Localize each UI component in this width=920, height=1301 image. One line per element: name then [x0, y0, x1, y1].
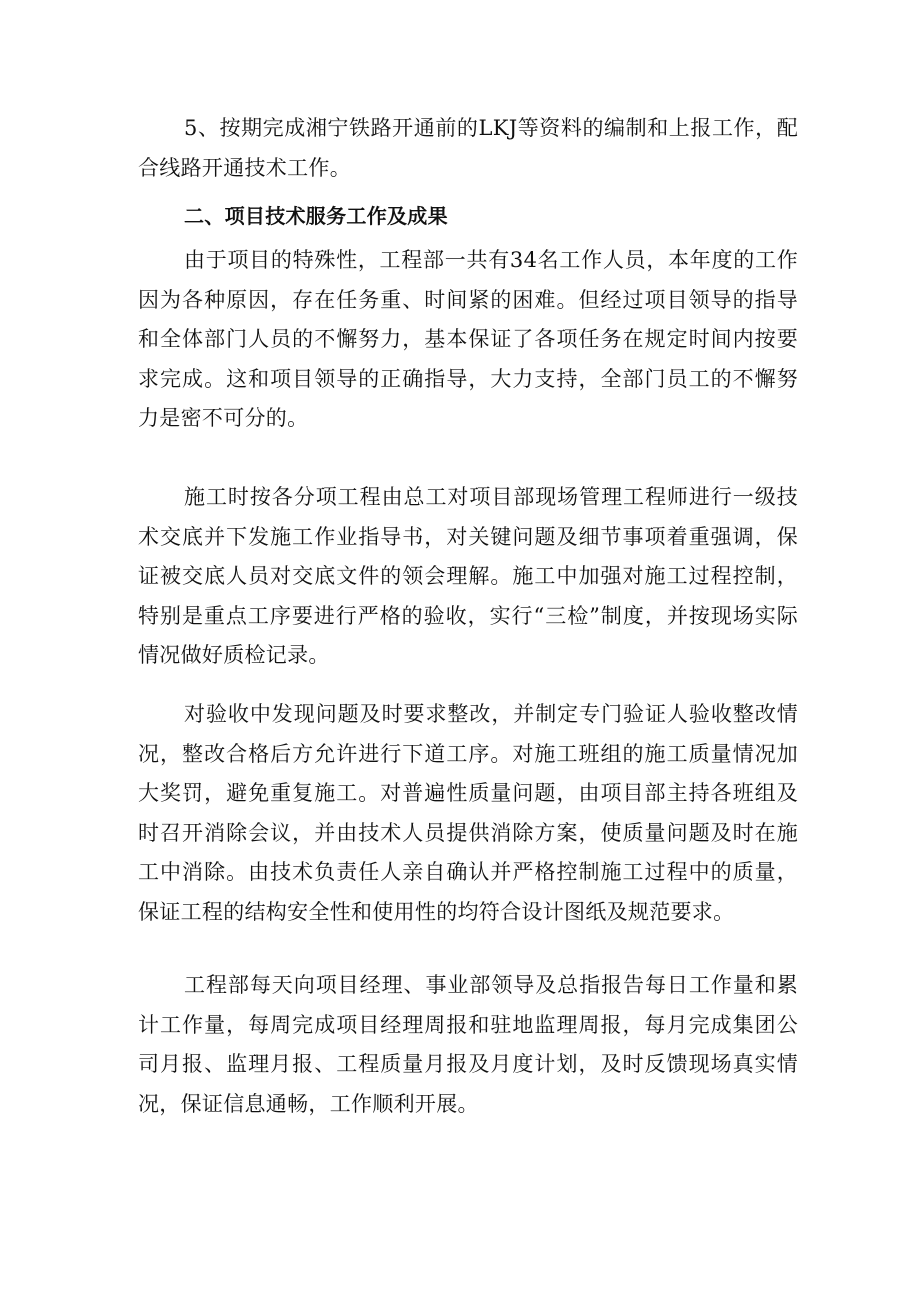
paragraph-technical-briefing: 施工时按各分项工程由总工对项目部现场管理工程师进行一级技术交底并下发施工作业指导书，对关键问题及细节事项着重强调，保证被交底人员对交底文件的领会理解。施工中加强对施工过程控制，特别是重点工序要进行严格的验收，实行“三检”制度，并按现场实际情况做好质检记录。 — [138, 485, 798, 668]
paragraph-reporting: 工程部每天向项目经理、事业部领导及总指报告每日工作量和累计工作量，每周完成项目经理周报和驻地监理周报，每月完成集团公司月报、监理月报、工程质量月报及月度计划，及时反馈现场真实情况，保证信息通畅，工作顺利开展。 — [138, 973, 798, 1116]
paragraph-item-5: 5、按期完成湘宁铁路开通前的LKJ等资料的编制和上报工作，配合线路开通技术工作。 — [138, 116, 798, 180]
paragraph-rectification: 对验收中发现问题及时要求整改，并制定专门验证人验收整改情况，整改合格后方允许进行下道工序。对施工班组的施工质量情况加大奖罚，避免重复施工。对普遍性质量问题，由项目部主持各班组及时召开消除会议，并由技术人员提供消除方案，使质量问题及时在施工中消除。由技术负责任人亲自确认并严格控制施工过程中的质量，保证工程的结构安全性和使用性的均符合设计图纸及规范要求。 — [138, 702, 798, 924]
paragraph-team-summary: 由于项目的特殊性，工程部一共有34名工作人员，本年度的工作因为各种原因，存在任务重、时间紧的困难。但经过项目领导的指导和全体部门人员的不懈努力，基本保证了各项任务在规定时间内按要求完成。这和项目领导的正确指导，大力支持，全部门员工的不懈努力是密不可分的。 — [138, 248, 798, 431]
section-heading: 二、项目技术服务工作及成果 — [184, 204, 448, 228]
